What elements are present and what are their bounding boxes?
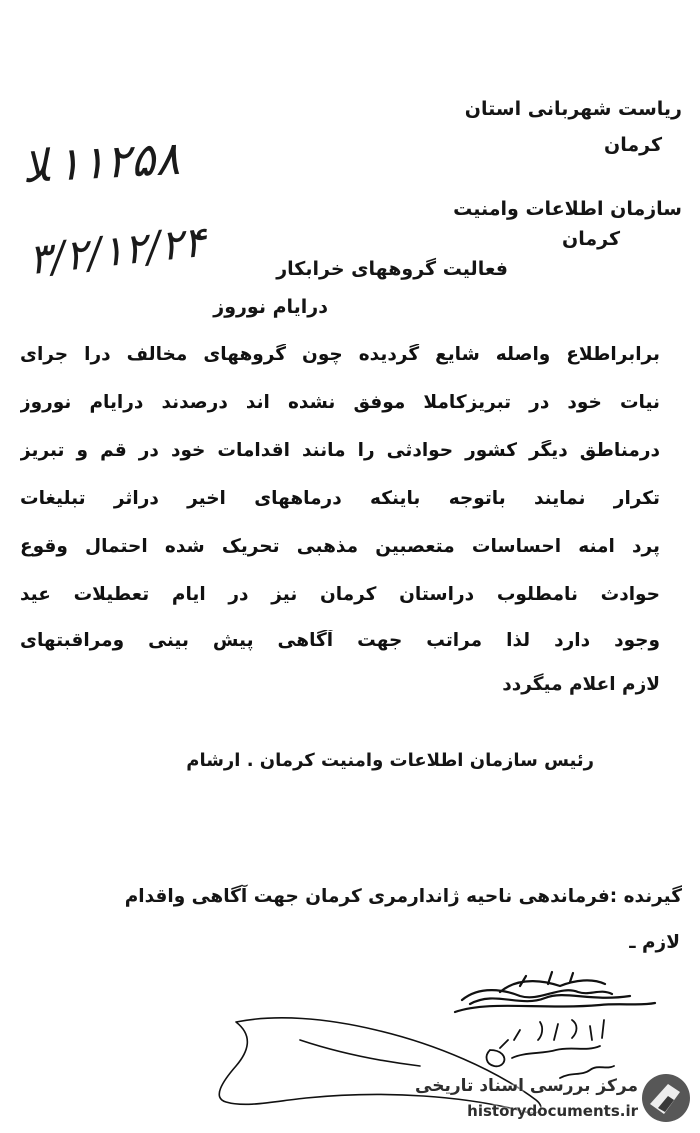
signature-scribble	[455, 972, 655, 1012]
sender-line-2: کرمان	[562, 228, 620, 250]
body-line-3: درمناطق دیگر کشور حوادثی را مانند اقدامات خود در قم و تبریز	[20, 440, 660, 461]
serial-scribble-mark: ﻼ	[20, 140, 50, 194]
subject-line-1: فعالیت گروههای خرابکار	[276, 258, 508, 280]
archive-watermark	[414, 1068, 696, 1128]
watermark-title: مرکز بررسی اسناد تاریخی	[415, 1076, 638, 1096]
watermark-url: historydocuments.ir	[467, 1102, 638, 1120]
addressee-line-2: کرمان	[604, 134, 662, 156]
recipient-line-2: لازم ـ	[629, 932, 680, 953]
recipient-dash-mark: ـ	[629, 932, 642, 953]
body-line-4: تکرار نمایند باتوجه باینکه درماههای اخیر دراثر تبلیغات	[20, 488, 660, 509]
subject-line-2: درایام نوروز	[213, 296, 328, 318]
signatory-title: رئیس سازمان اطلاعات وامنیت کرمان . ارشام	[186, 750, 594, 771]
recipient-line-1: گیرنده :فرماندهی ناحیه ژاندارمری کرمان جهت آگاهی واقدام	[124, 886, 682, 907]
body-line-8: لازم اعلام میگردد	[502, 674, 660, 695]
body-line-7: وجود دارد لذا مراتب جهت آگاهی پیش بینی ومراقبتهای	[20, 630, 660, 651]
sender-line-1: سازمان اطلاعات وامنیت	[453, 198, 682, 220]
body-line-5: پرد امنه احساسات متعصبین مذهبی تحریک شده احتمال وقوع	[20, 536, 660, 557]
margin-mark	[487, 1040, 508, 1066]
handwritten-date: ۳/۲/۱۲/۲۴	[25, 216, 208, 285]
body-line-2: نیات خود در تبریزکاملا موفق نشده اند درصدند درایام نوروز	[20, 392, 660, 413]
addressee-line-1: ریاست شهربانی استان	[464, 98, 682, 120]
body-line-1: برابراطلاع واصله شایع گردیده چون گروههای مخالف درا جرای	[20, 344, 660, 365]
handwritten-serial-number: ﻼ ۱۱۲۵۸	[20, 130, 182, 194]
body-line-6: حوادث نامطلوب دراستان کرمان نیز در ایام تعطیلات عید	[20, 584, 660, 605]
